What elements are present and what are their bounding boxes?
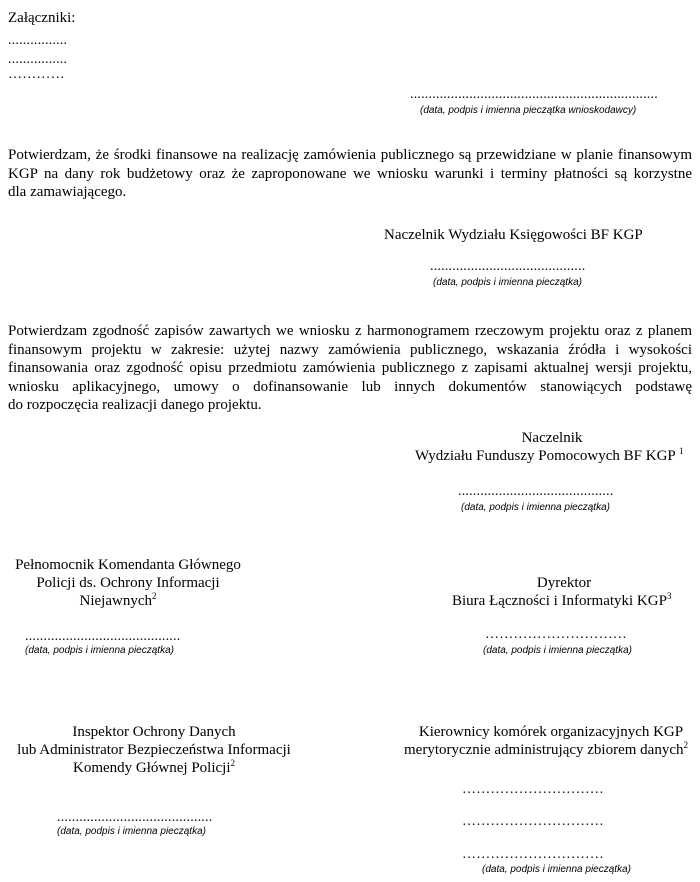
attachment-line-2: ................	[8, 52, 68, 67]
footnote-marker: 2	[151, 591, 157, 601]
attachment-line-1: ................	[8, 33, 68, 48]
finance-confirmation-paragraph: Potwierdzam, że środki finansowe na realizację zamówienia publicznego są przewidziane w planie finansowym KGP na dany rok budżetowy oraz że zaproponowane we wniosku warunki i terminy płatności są korzystne dla zamawiającego.	[8, 147, 692, 200]
aid-funds-head-title-line1: Naczelnik	[521, 430, 583, 446]
it-director-signature-line: …………………………	[485, 627, 627, 642]
footnote-marker: 1	[678, 446, 684, 456]
attachments-label: Załączniki:	[8, 10, 76, 26]
unit-heads-signature-line-2: …………………………	[462, 814, 604, 829]
aid-funds-head-title-line2: Wydziału Funduszy Pomocowych BF KGP $^1$	[415, 446, 684, 464]
footnote-marker: 3	[666, 591, 672, 601]
data-protection-title-line3: Komendy Głównej Policji$^2$	[73, 758, 235, 776]
applicant-signature-line: ...................................................................	[410, 87, 658, 102]
unit-heads-title-line1: Kierownicy komórek organizacyjnych KGP	[418, 724, 684, 740]
footnote-marker: 2	[230, 758, 235, 768]
aid-funds-head-signature-line: ..........................................	[458, 484, 614, 499]
accounting-head-title: Naczelnik Wydziału Księgowości BF KGP	[384, 227, 643, 243]
it-director-title-line2: Biura Łączności i Informatyki KGP$^3$	[452, 591, 672, 609]
plenipotentiary-title-line3: Niejawnych$^2$	[79, 591, 157, 609]
unit-heads-signature-line-1: …………………………	[462, 782, 604, 797]
data-protection-title-line1: Inspektor Ochrony Danych	[72, 724, 236, 740]
plenipotentiary-signature-line: ..........................................	[25, 629, 181, 644]
data-protection-signature-line: ..........................................	[57, 810, 213, 825]
plenipotentiary-title-line1: Pełnomocnik Komendanta Głównego	[15, 557, 241, 573]
accounting-head-signature-line: ..........................................	[430, 259, 586, 274]
attachment-line-3: …………	[8, 67, 65, 82]
plenipotentiary-title-line2: Policji ds. Ochrony Informacji	[36, 575, 220, 591]
it-director-title-line1: Dyrektor	[536, 575, 592, 591]
unit-heads-signature-line-3: …………………………	[462, 847, 604, 862]
project-confirmation-paragraph: Potwierdzam zgodność zapisów zawartych we wniosku z harmonogramem rzeczowym projektu oraz z planem finansowym projektu w zakresie: użytej nazwy zamówienia publicznego, wskazania źródła i wysokości finansowania oraz zgodność opisu przedmiotu zamówienia publicznego z zapisami aktualnej wersji projektu, wniosku aplikacyjnego, umowy o dofinansowanie lub innych dokumentów stanowiących podstawę do rozpoczęcia realizacji danego projektu.	[8, 323, 692, 413]
unit-heads-title-line2: merytorycznie administrujący zbiorem danych$^2$	[404, 740, 688, 758]
accounting-head-signature-caption: (data, podpis i imienna pieczątka)	[433, 277, 582, 288]
it-director-signature-caption: (data, podpis i imienna pieczątka)	[483, 645, 632, 656]
data-protection-signature-caption: (data, podpis i imienna pieczątka)	[57, 826, 206, 837]
applicant-signature-caption: (data, podpis i imienna pieczątka wnioskodawcy)	[420, 105, 637, 116]
footnote-marker: 2	[683, 740, 688, 750]
unit-heads-signature-caption: (data, podpis i imienna pieczątka)	[482, 864, 631, 875]
aid-funds-head-signature-caption: (data, podpis i imienna pieczątka)	[461, 502, 610, 513]
plenipotentiary-signature-caption: (data, podpis i imienna pieczątka)	[25, 645, 174, 656]
data-protection-title-line2: lub Administrator Bezpieczeństwa Informacji	[17, 742, 291, 758]
